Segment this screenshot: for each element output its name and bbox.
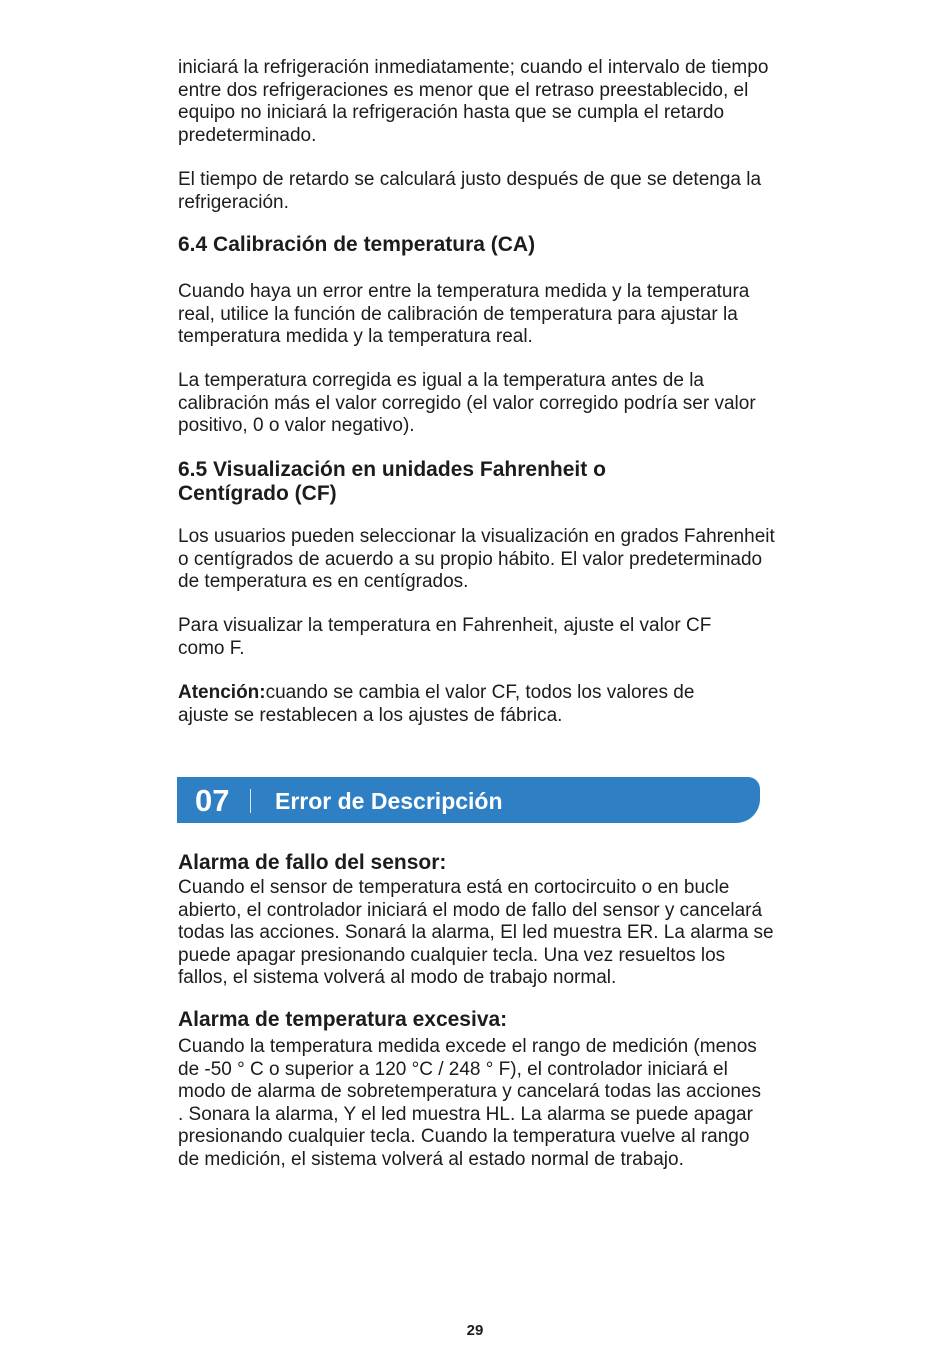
paragraph-delay-calculation: El tiempo de retardo se calculará justo después de que se detenga la refrigeración.: [178, 169, 762, 213]
paragraph-corrected-temperature: La temperatura corregida es igual a la temperatura antes de la calibración más el valor corregido (el valor corregido podría ser valor positivo, 0 o valor negativo).: [178, 370, 756, 436]
paragraph-attention: [178, 682, 738, 727]
heading-fahrenheit-celsius: 6.5 Visualización en unidades Fahrenheit o Centígrado (CF): [178, 458, 606, 505]
attention-label: Atención:: [178, 682, 266, 703]
heading-sensor-alarm: Alarma de fallo del sensor:: [178, 851, 447, 874]
section-title: Error de Descripción: [275, 788, 503, 814]
paragraph-temperature-alarm: Cuando la temperatura medida excede el rango de medición (menos de -50 ° C o superior a 120 °C / 248 ° F), el controlador iniciará el modo de alarma de sobretemperatura y cancelará todas las acciones . Sonara la alarma, Y el led muestra HL. La alarma se puede apagar presionando cualquier tecla. Cuando la temperatura vuelve al rango de medición, el sistema volverá al estado normal de trabajo.: [178, 1036, 761, 1170]
paragraph-unit-selection: Los usuarios pueden seleccionar la visualización en grados Fahrenheit o centígrados de acuerdo a su propio hábito. El valor predeterminado de temperatura es en centígrados.: [178, 526, 775, 592]
paragraph-fahrenheit-setting: Para visualizar la temperatura en Fahrenheit, ajuste el valor CF como F.: [178, 615, 712, 659]
page-number: 29: [466, 1322, 484, 1339]
heading-calibration: 6.4 Calibración de temperatura (CA): [178, 233, 536, 256]
attention-text: cuando se cambia el valor CF, todos los valores de ajuste se restablecen a los ajustes de fábrica.: [178, 682, 695, 726]
paragraph-sensor-alarm: Cuando el sensor de temperatura está en cortocircuito o en bucle abierto, el controlador iniciará el modo de fallo del sensor y cancelará todas las acciones. Sonará la alarma, El led muestra ER. La alarma se puede apagar presionando cualquier tecla. Una vez resueltos los fallos, el sistema volverá al modo de trabajo normal.: [178, 877, 774, 988]
paragraph-refrigeration-delay: iniciará la refrigeración inmediatamente; cuando el intervalo de tiempo entre dos refrigeraciones es menor que el retraso preestablecido, el equipo no iniciará la refrigeración hasta que se cumpla el retardo predeterminado.: [178, 57, 769, 146]
section-banner: [177, 777, 760, 823]
section-number: 07: [195, 783, 230, 818]
section-divider: [250, 789, 251, 813]
heading-temperature-alarm: Alarma de temperatura excesiva:: [178, 1008, 508, 1031]
paragraph-calibration-intro: Cuando haya un error entre la temperatura medida y la temperatura real, utilice la función de calibración de temperatura para ajustar la temperatura medida y la temperatura real.: [178, 281, 750, 347]
